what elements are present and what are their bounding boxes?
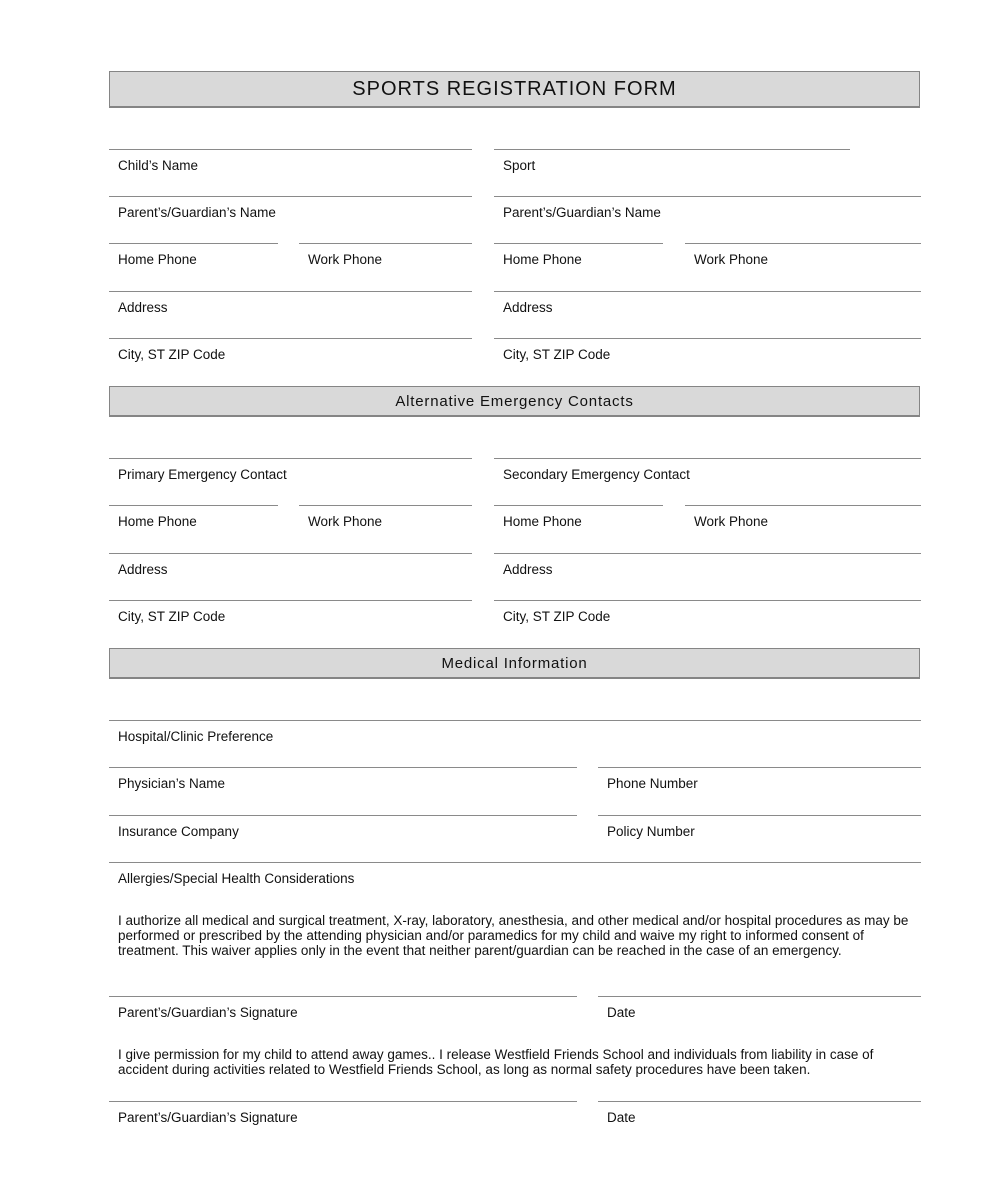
signature-field-2[interactable] <box>109 1101 577 1131</box>
field-label: Allergies/Special Health Considerations <box>118 871 355 886</box>
date-field-1[interactable] <box>598 996 921 1026</box>
policy-number-field[interactable] <box>598 815 921 845</box>
physician-phone-field[interactable] <box>598 767 921 797</box>
work-phone-field-left[interactable] <box>299 243 472 273</box>
emergency-address-left[interactable] <box>109 553 472 583</box>
medical-heading: Medical Information <box>109 648 920 679</box>
form-title: SPORTS REGISTRATION FORM <box>109 71 920 108</box>
field-label: Work Phone <box>308 252 383 267</box>
field-label: Date <box>607 1005 636 1020</box>
date-field-2[interactable] <box>598 1101 921 1131</box>
field-label: Address <box>118 562 168 577</box>
emergency-home-phone-right[interactable] <box>494 505 663 535</box>
permission-text: I give permission for my child to attend away games.. I release Westfield Friends School and individuals from liability in case of accident during activities related to Westfield Friends School, as long as normal safety procedures have been taken. <box>118 1047 874 1077</box>
home-phone-field-left[interactable] <box>109 243 278 273</box>
field-label: Hospital/Clinic Preference <box>118 729 274 744</box>
city-field-left[interactable] <box>109 338 472 368</box>
secondary-contact-field[interactable] <box>494 458 921 488</box>
insurance-company-field[interactable] <box>109 815 577 845</box>
city-field-right[interactable] <box>494 338 921 368</box>
field-label: Parent’s/Guardian’s Signature <box>118 1110 298 1125</box>
field-label: Sport <box>503 158 536 173</box>
signature-field-1[interactable] <box>109 996 577 1026</box>
field-label: Physician’s Name <box>118 776 226 791</box>
home-phone-field-right[interactable] <box>494 243 663 273</box>
childs-name-field[interactable] <box>109 149 472 179</box>
field-label: Insurance Company <box>118 824 239 839</box>
field-label: Home Phone <box>503 514 582 529</box>
primary-contact-field[interactable] <box>109 458 472 488</box>
emergency-city-left[interactable] <box>109 600 472 630</box>
allergies-field[interactable] <box>109 862 921 892</box>
field-label: Parent’s/Guardian’s Signature <box>118 1005 298 1020</box>
sport-field[interactable] <box>494 149 850 179</box>
field-label: Work Phone <box>694 514 769 529</box>
field-label: Home Phone <box>503 252 582 267</box>
field-label: Address <box>503 562 553 577</box>
parent-name-field-left[interactable] <box>109 196 472 226</box>
field-label: City, ST ZIP Code <box>118 347 226 362</box>
field-label: Work Phone <box>694 252 769 267</box>
parent-name-field-right[interactable] <box>494 196 921 226</box>
emergency-address-right[interactable] <box>494 553 921 583</box>
field-label: Parent’s/Guardian’s Name <box>503 205 661 220</box>
field-label: Policy Number <box>607 824 695 839</box>
field-label: City, ST ZIP Code <box>118 609 226 624</box>
field-label: Primary Emergency Contact <box>118 467 287 482</box>
address-field-right[interactable] <box>494 291 921 321</box>
field-label: Work Phone <box>308 514 383 529</box>
field-label: Parent’s/Guardian’s Name <box>118 205 276 220</box>
authorization-text: I authorize all medical and surgical treatment, X-ray, laboratory, anesthesia, and other medical and/or hospital procedures as may be performed or prescribed by the attending physician and/or paramedics for my child and waive my right to informed consent of treatment. This waiver applies only in the event that neither parent/guardian can be reached in the case of an emergency. <box>118 913 909 958</box>
physician-name-field[interactable] <box>109 767 577 797</box>
field-label: City, ST ZIP Code <box>503 609 611 624</box>
emergency-work-phone-right[interactable] <box>685 505 921 535</box>
field-label: City, ST ZIP Code <box>503 347 611 362</box>
emergency-work-phone-left[interactable] <box>299 505 472 535</box>
address-field-left[interactable] <box>109 291 472 321</box>
field-label: Home Phone <box>118 252 197 267</box>
emergency-city-right[interactable] <box>494 600 921 630</box>
field-label: Date <box>607 1110 636 1125</box>
field-label: Address <box>118 300 168 315</box>
emergency-home-phone-left[interactable] <box>109 505 278 535</box>
field-label: Phone Number <box>607 776 698 791</box>
field-label: Secondary Emergency Contact <box>503 467 690 482</box>
field-label: Address <box>503 300 553 315</box>
hospital-preference-field[interactable] <box>109 720 921 750</box>
emergency-heading: Alternative Emergency Contacts <box>109 386 920 417</box>
work-phone-field-right[interactable] <box>685 243 921 273</box>
field-label: Child’s Name <box>118 158 199 173</box>
field-label: Home Phone <box>118 514 197 529</box>
